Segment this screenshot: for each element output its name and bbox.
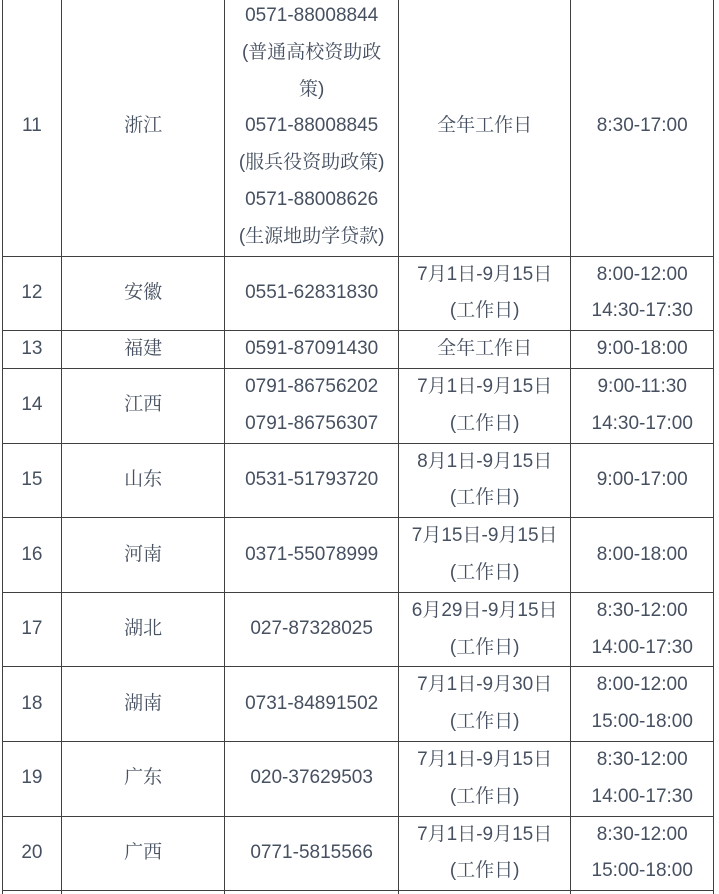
row-index-cell <box>3 817 62 892</box>
cell-line: 0531-51793720 <box>245 468 379 490</box>
cell-line: 浙江 <box>124 115 163 137</box>
hours-cell <box>571 817 713 892</box>
table-row <box>3 667 713 742</box>
cell-line: 8:00-12:00 <box>596 263 688 285</box>
cell-line: 7月1日-9月30日 <box>417 674 553 696</box>
period-cell <box>399 817 572 892</box>
table-row <box>3 369 713 444</box>
region-cell <box>62 0 226 257</box>
period-cell <box>399 369 572 444</box>
cell-line: 16 <box>21 543 43 565</box>
cell-line: 河南 <box>124 543 163 565</box>
region-cell <box>62 331 226 369</box>
cell-line: 027-87328025 <box>250 618 373 640</box>
cell-line: 8:00-18:00 <box>596 543 688 565</box>
cell-line: (工作日) <box>449 711 520 733</box>
cell-line: 山东 <box>124 468 163 490</box>
cell-line: 0791-86756202 <box>245 375 379 397</box>
cell-line: 0591-87091430 <box>245 338 379 360</box>
cell-line: 14:30-17:30 <box>591 300 693 322</box>
cell-line: 20 <box>21 841 43 863</box>
cell-line: 7月15日-9月15日 <box>411 525 558 547</box>
table-row <box>3 593 713 668</box>
phone-cell <box>225 331 399 369</box>
row-index-cell <box>3 742 62 817</box>
phone-cell <box>225 369 399 444</box>
cell-line: 江西 <box>124 394 163 416</box>
cell-line: (生源地助学贷款) <box>238 225 385 247</box>
region-cell <box>62 817 226 892</box>
hours-cell <box>571 593 713 668</box>
cell-line: 0551-62831830 <box>245 281 379 303</box>
cell-line: 0571-88008626 <box>245 188 379 210</box>
cell-line: 全年工作日 <box>437 115 533 137</box>
table-row <box>3 742 713 817</box>
period-cell <box>399 257 572 332</box>
table-row <box>3 0 713 257</box>
cell-line: (工作日) <box>449 487 520 509</box>
phone-cell <box>225 257 399 332</box>
cell-line: 7月1日-9月15日 <box>417 823 553 845</box>
cell-line: (普通高校资助政 <box>241 41 382 63</box>
cell-line: 14 <box>21 394 43 416</box>
cell-line: 15 <box>21 468 43 490</box>
cell-line: 18 <box>21 692 43 714</box>
table-row <box>3 257 713 332</box>
region-cell <box>62 369 226 444</box>
table-row <box>3 444 713 519</box>
cell-line: 0791-86756307 <box>245 412 379 434</box>
region-cell <box>62 593 226 668</box>
cell-line: 9:00-18:00 <box>596 338 688 360</box>
cell-line: 7月1日-9月15日 <box>417 748 553 770</box>
cell-line: 湖北 <box>124 618 163 640</box>
row-index-cell <box>3 0 62 257</box>
hours-cell <box>571 0 713 257</box>
region-cell <box>62 257 226 332</box>
table-row <box>3 518 713 593</box>
cell-line: 8月1日-9月15日 <box>417 450 553 472</box>
cell-line: 0731-84891502 <box>245 692 379 714</box>
phone-cell <box>225 742 399 817</box>
period-cell <box>399 0 572 257</box>
phone-cell <box>225 444 399 519</box>
cell-line: 9:00-11:30 <box>597 375 687 397</box>
cell-line: 7月1日-9月15日 <box>417 375 553 397</box>
period-cell <box>399 667 572 742</box>
cell-line: 广西 <box>124 841 163 863</box>
region-cell <box>62 667 226 742</box>
phone-cell <box>225 518 399 593</box>
cell-line: 020-37629503 <box>250 767 373 789</box>
hours-cell <box>571 257 713 332</box>
cell-line: 7月1日-9月15日 <box>417 263 553 285</box>
row-index-cell <box>3 518 62 593</box>
phone-cell <box>225 817 399 892</box>
period-cell <box>399 444 572 519</box>
row-index-cell <box>3 593 62 668</box>
row-index-cell <box>3 257 62 332</box>
cell-line: 8:30-12:00 <box>596 748 688 770</box>
period-cell <box>399 518 572 593</box>
hours-cell <box>571 369 713 444</box>
hours-cell <box>571 444 713 519</box>
cell-line: 福建 <box>124 338 163 360</box>
table-row <box>3 817 713 892</box>
period-cell <box>399 331 572 369</box>
phone-cell <box>225 0 399 257</box>
cell-line: 17 <box>21 618 43 640</box>
region-cell <box>62 518 226 593</box>
region-cell <box>62 742 226 817</box>
cell-line: 6月29日-9月15日 <box>411 599 558 621</box>
row-index-cell <box>3 667 62 742</box>
cell-line: 策) <box>298 78 325 100</box>
cell-line: (工作日) <box>449 860 520 882</box>
cell-line: 9:00-17:00 <box>596 468 688 490</box>
cell-line: 15:00-18:00 <box>591 860 693 882</box>
cell-line: 湖南 <box>124 692 163 714</box>
cell-line: 8:30-17:00 <box>596 115 688 137</box>
hours-cell <box>571 667 713 742</box>
cell-line: (工作日) <box>449 300 520 322</box>
hours-cell <box>571 331 713 369</box>
cell-line: 8:30-12:00 <box>596 823 688 845</box>
cell-line: 8:00-12:00 <box>596 674 688 696</box>
table-row <box>3 331 713 369</box>
hours-cell <box>571 742 713 817</box>
row-index-cell <box>3 369 62 444</box>
cell-line: (工作日) <box>449 561 520 583</box>
cell-line: 全年工作日 <box>437 338 533 360</box>
cell-line: 19 <box>21 767 43 789</box>
cell-line: 0771-5815566 <box>250 841 373 863</box>
cell-line: 0571-88008844 <box>245 5 379 26</box>
cell-line: 广东 <box>124 767 163 789</box>
period-cell <box>399 593 572 668</box>
cell-line: 14:00-17:30 <box>591 636 693 658</box>
cell-line: 14:30-17:00 <box>591 412 693 434</box>
cell-line: (服兵役资助政策) <box>238 152 385 174</box>
cell-line: 15:00-18:00 <box>591 711 693 733</box>
cell-line: 11 <box>22 115 42 137</box>
row-index-cell <box>3 444 62 519</box>
cell-line: (工作日) <box>449 785 520 807</box>
hotline-table <box>2 0 714 894</box>
cell-line: 13 <box>21 338 43 360</box>
region-cell <box>62 444 226 519</box>
row-index-cell <box>3 331 62 369</box>
cell-line: 0571-88008845 <box>245 115 379 137</box>
hours-cell <box>571 518 713 593</box>
cell-line: 14:00-17:30 <box>591 785 693 807</box>
phone-cell <box>225 667 399 742</box>
cell-line: 安徽 <box>124 281 163 303</box>
period-cell <box>399 742 572 817</box>
cell-line: 8:30-12:00 <box>596 599 688 621</box>
cell-line: (工作日) <box>449 636 520 658</box>
cell-line: 12 <box>21 281 43 303</box>
phone-cell <box>225 593 399 668</box>
cell-line: (工作日) <box>449 412 520 434</box>
cell-line: 0371-55078999 <box>245 543 379 565</box>
